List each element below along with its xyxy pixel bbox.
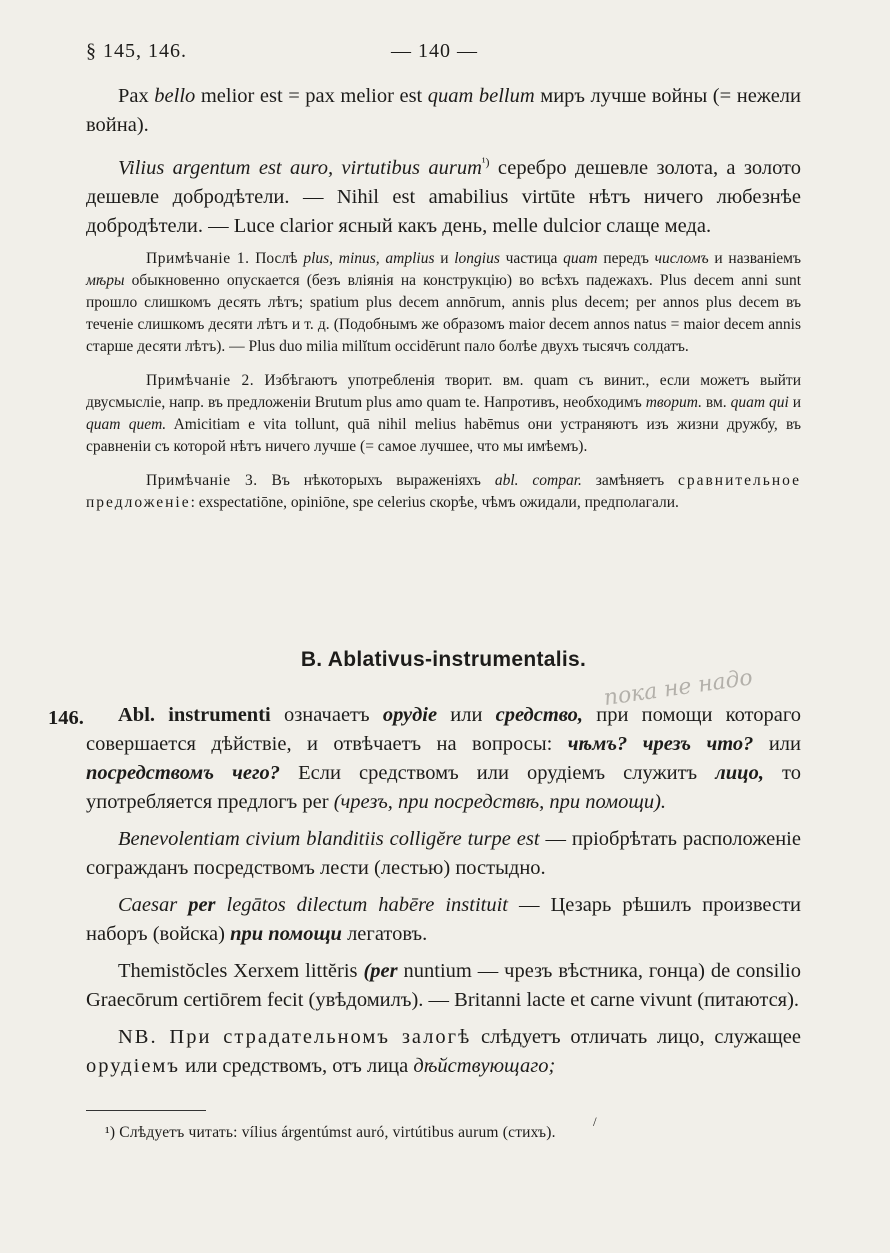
- pencil-note-text: пока не надо: [602, 665, 755, 712]
- note-3: Примѣчаніе 3. Въ нѣкоторыхъ выраженіяхъ abl. compar. замѣняетъ сравнительное предложеніе: exspectatiōne, opiniōne, spe celerius скорѣе, чѣмъ ожидали, предполагали.: [86, 472, 801, 511]
- footnote: ¹) Слѣдуетъ читать: vílius árgentúmst auró, virtútibus aurum (стихъ).: [105, 1124, 556, 1141]
- paragraph-vilius: Vilius argentum est auro, virtutibus aurum$^{^1)}$ серебро дешевле золота, а золото дешевле добродѣтели. — Nihil est amabilius virtūte нѣтъ ничего любезнѣе добродѣтели. — Luce clarior ясный какъ день, melle dulcior слаще меда.: [86, 155, 801, 237]
- example-themistocles: Themistŏcles Xerxem littĕris (per nuntium — чрезъ вѣстника, гонца) de consilio Graecōrum certiōrem fecit (увѣдомилъ). — Britanni lacte et carne vivunt (питаются).: [86, 960, 801, 1011]
- section-146-body: [86, 701, 801, 1089]
- footnote-accent-mark: /: [593, 1114, 597, 1129]
- section-heading: B. Ablativus-instrumentalis.: [300, 648, 587, 671]
- note-1: Примѣчаніе 1. Послѣ plus, minus, amplius и longius частица quam передъ числомъ и названіемъ мѣры обыкновенно опускается (безъ вліянія на конструкцію) во всѣхъ падежахъ. Plus decem anni sunt прошло слишкомъ десять лѣтъ; spatium plus decem annōrum, annis plus decem; per annos plus decem въ теченіе слишкомъ десяти лѣтъ и т. д. (Подобнымъ же образомъ maior decem annos natus = maior decem annis старше десяти лѣтъ). — Plus duo milia milĭtum occidērunt пало болѣе двухъ тысячъ солдатъ.: [86, 250, 802, 355]
- nota-bene-paragraph: NB. При страдательномъ залогѣ слѣдуетъ отличать лицо, служащее орудіемъ или средствомъ, отъ лица дѣйствующаго;: [86, 1026, 801, 1077]
- example-benevolentiam: Benevolentiam civium blanditiis colligĕre turpe est — пріобрѣтать расположеніе согражданъ посредствомъ лести (лестью) постыдно.: [86, 828, 801, 879]
- comparative-examples: [86, 82, 801, 249]
- running-header: [86, 40, 802, 70]
- footnote-rule: [86, 1110, 206, 1111]
- page-number: — 140 —: [391, 40, 478, 62]
- paragraph-pax: Pax bello melior est = pax melior est quam bellum миръ лучше войны (= нежели война).: [86, 85, 802, 136]
- notes-block: [86, 248, 801, 526]
- note-2: Примѣчаніе 2. Избѣгаютъ употребленія творит. вм. quam съ винит., если можетъ выйти двусмысліе, напр. въ предложеніи Brutum plus amo quam te. Напротивъ, необходимъ творит. вм. quam qui и quam quem. Amicitiam e vita tollunt, quā nihil melius habēmus они устраняютъ изъ жизни дружбу, въ сравненіи съ которой нѣтъ ничего лучше (= самое лучшее, что мы имѣемъ).: [86, 372, 802, 455]
- example-caesar: Caesar per legātos dilectum habēre instituit — Цезарь рѣшилъ произвести наборъ (войска) при помощи легатовъ.: [86, 894, 802, 945]
- definition-paragraph: Abl. instrumenti означаетъ орудіе или средство, при помощи котораго совершается дѣйствіе, и отвѣчаетъ на вопросы: чѣмъ? чрезъ что? или посредствомъ чего? Если средствомъ или орудіемъ служитъ лицо, то употребляется предлогъ per (чрезъ, при посредствѣ, при помощи).: [86, 704, 802, 813]
- section-reference: § 145, 146.: [86, 40, 187, 62]
- section-number: 146.: [48, 707, 84, 729]
